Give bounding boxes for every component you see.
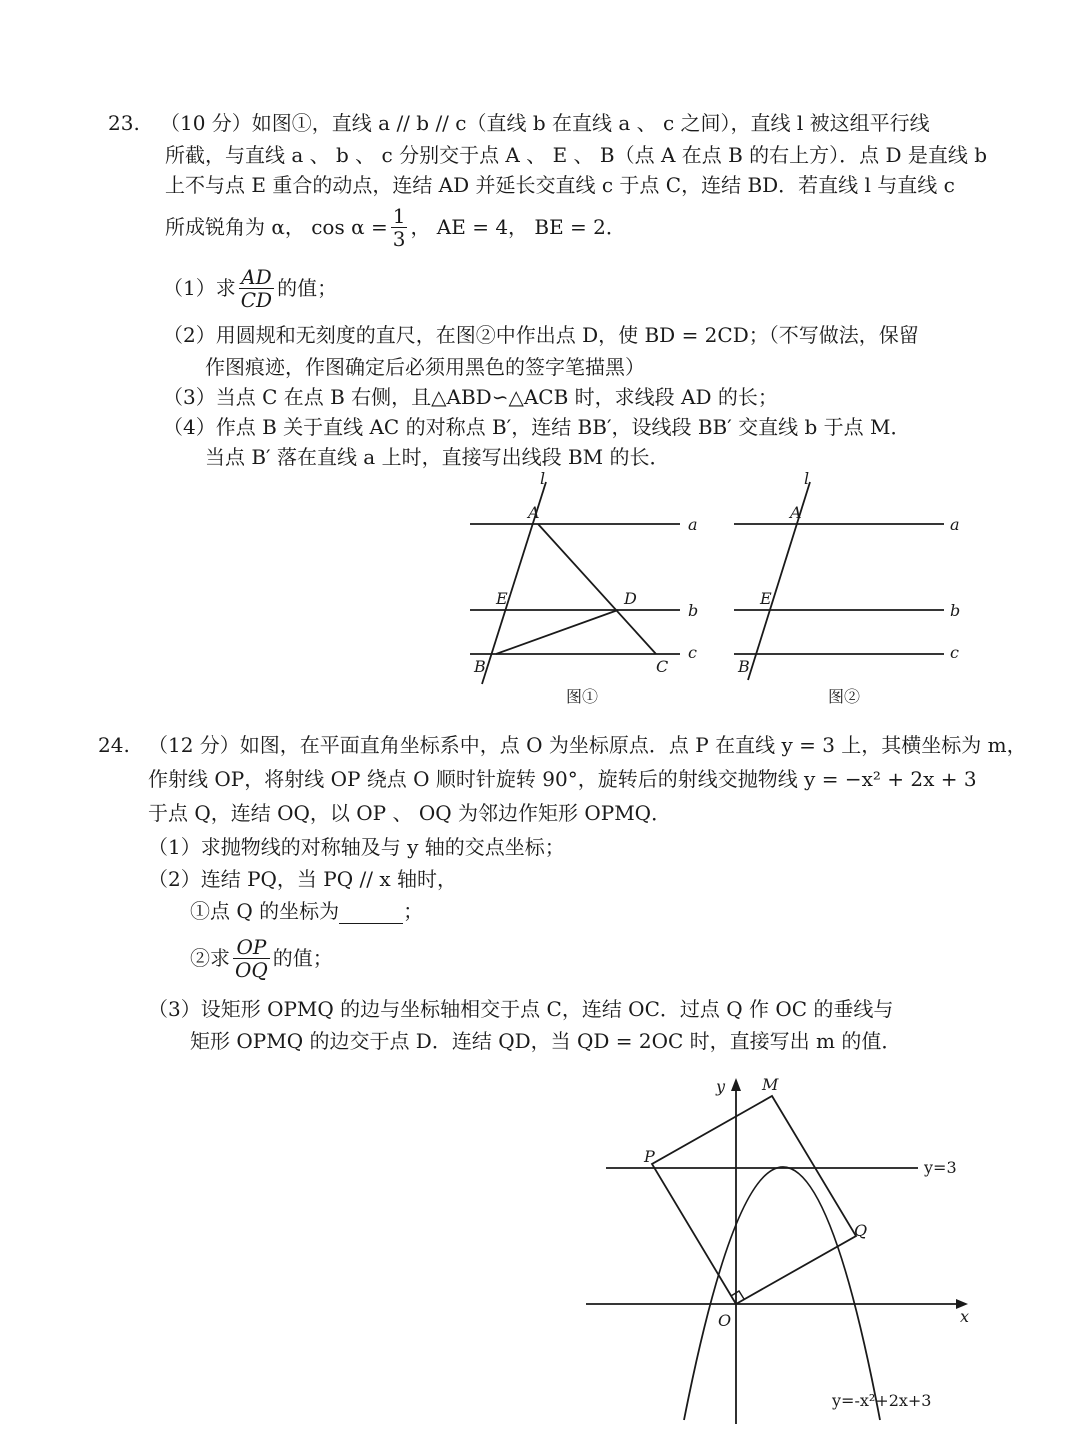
q23-part1: （1）求 $\frac{AD}{CD}$ 的值； — [163, 264, 338, 312]
label-parabola: y=-x²+2x+3 — [832, 1391, 932, 1410]
fig2-point-b: B — [738, 657, 750, 676]
fig2-label-l: l — [804, 469, 810, 488]
q23-part4-line1: （4）作点 B 关于直线 AC 的对称点 B′，连结 BB′，设线段 BB′ 交直线 b 于点 M． — [163, 415, 911, 439]
q23-line4-post: ， AE = 4， BE = 2． — [410, 215, 626, 239]
q23-text-line3: 上不与点 E 重合的动点，连结 AD 并延长交直线 c 于点 C，连结 BD．若直线 l 与直线 c — [165, 173, 955, 197]
parabola — [684, 1167, 880, 1420]
fig1-caption: 图① — [566, 687, 599, 706]
fig1-point-e: E — [496, 589, 508, 608]
q23-line4-pre: 所成锐角为 α， cos α = — [165, 215, 388, 239]
q23-part3: （3）当点 C 在点 B 右侧，且△ABD∽△ACB 时，求线段 AD 的长； — [163, 385, 778, 409]
fig2-label-a: a — [950, 515, 960, 534]
segment-bd — [496, 610, 618, 654]
cos-alpha-fraction: $\frac{1}{3}$ — [392, 203, 406, 251]
rectangle-opmq — [652, 1096, 856, 1304]
figure-2 — [734, 470, 974, 710]
q24-part2: （2）连结 PQ，当 PQ // x 轴时， — [148, 867, 457, 891]
q24-part1: （1）求抛物线的对称轴及与 y 轴的交点坐标； — [148, 835, 565, 859]
op-oq-fraction: $\frac{OP}{OQ}$ — [235, 934, 268, 982]
fig2-caption: 图② — [828, 687, 861, 706]
label-x-axis: x — [960, 1307, 970, 1326]
q23-part2-line1: （2）用圆规和无刻度的直尺，在图②中作出点 D，使 BD = 2CD；（不写做法，保留 — [163, 323, 919, 347]
label-y-axis: y — [716, 1077, 726, 1096]
q24-part2-ii: ②求 $\frac{OP}{OQ}$ 的值； — [190, 934, 333, 982]
q24-part3-line1: （3）设矩形 OPMQ 的边与坐标轴相交于点 C，连结 OC．过点 Q 作 OC 的垂线与 — [148, 997, 894, 1021]
segment-ac — [538, 524, 656, 654]
label-origin: O — [718, 1311, 732, 1330]
q24-part3-line2: 矩形 OPMQ 的边交于点 D．连结 QD，当 QD = 2OC 时，直接写出 m 的值． — [190, 1029, 902, 1053]
q24-part2-i: ①点 Q 的坐标为 ； — [190, 899, 424, 923]
fig1-point-a: A — [528, 503, 540, 522]
q23-text-line4 — [165, 202, 626, 252]
q23-number: 23. — [108, 111, 140, 135]
label-point-m: M — [762, 1075, 779, 1094]
fig1-point-d: D — [624, 589, 637, 608]
fig1-point-b: B — [474, 657, 486, 676]
fig1-label-b: b — [688, 601, 699, 620]
y-axis-arrow — [731, 1078, 741, 1091]
fig2-point-a: A — [790, 503, 802, 522]
label-point-q: Q — [854, 1221, 868, 1240]
fig2-label-b: b — [950, 601, 961, 620]
answer-blank — [339, 903, 403, 924]
ad-cd-fraction: $\frac{AD}{CD}$ — [240, 264, 273, 312]
q24-number: 24. — [98, 733, 130, 757]
q24-text-line3: 于点 Q，连结 OQ，以 OP 、 OQ 为邻边作矩形 OPMQ． — [148, 801, 672, 825]
fig2-point-e: E — [760, 589, 772, 608]
q23-part4-line2: 当点 B′ 落在直线 a 上时，直接写出线段 BM 的长． — [205, 445, 670, 469]
label-point-p: P — [644, 1147, 655, 1166]
figure-1 — [470, 470, 710, 710]
q24-text-line2: 作射线 OP，将射线 OP 绕点 O 顺时针旋转 90°，旋转后的射线交抛物线 y = −x² + 2x + 3 — [148, 767, 977, 791]
q24-text-line1: （12 分）如图，在平面直角坐标系中，点 O 为坐标原点．点 P 在直线 y = 3 上，其横坐标为 m， — [148, 733, 1027, 757]
label-line-y3: y=3 — [924, 1158, 957, 1177]
q23-text-line1: （10 分）如图①，直线 a // b // c（直线 b 在直线 a 、 c 之间），直线 l 被这组平行线 — [160, 111, 930, 135]
q23-text-line2: 所截，与直线 a 、 b 、 c 分别交于点 A 、 E 、 B（点 A 在点 B 的右上方）．点 D 是直线 b — [165, 143, 988, 167]
fig1-label-c: c — [688, 643, 697, 662]
fig1-label-l: l — [540, 469, 546, 488]
fig1-label-a: a — [688, 515, 698, 534]
coordinate-graph — [584, 1064, 984, 1434]
fig2-label-c: c — [950, 643, 959, 662]
q23-part2-line2: 作图痕迹，作图确定后必须用黑色的签字笔描黑） — [205, 355, 645, 379]
fig1-point-c: C — [656, 657, 669, 676]
